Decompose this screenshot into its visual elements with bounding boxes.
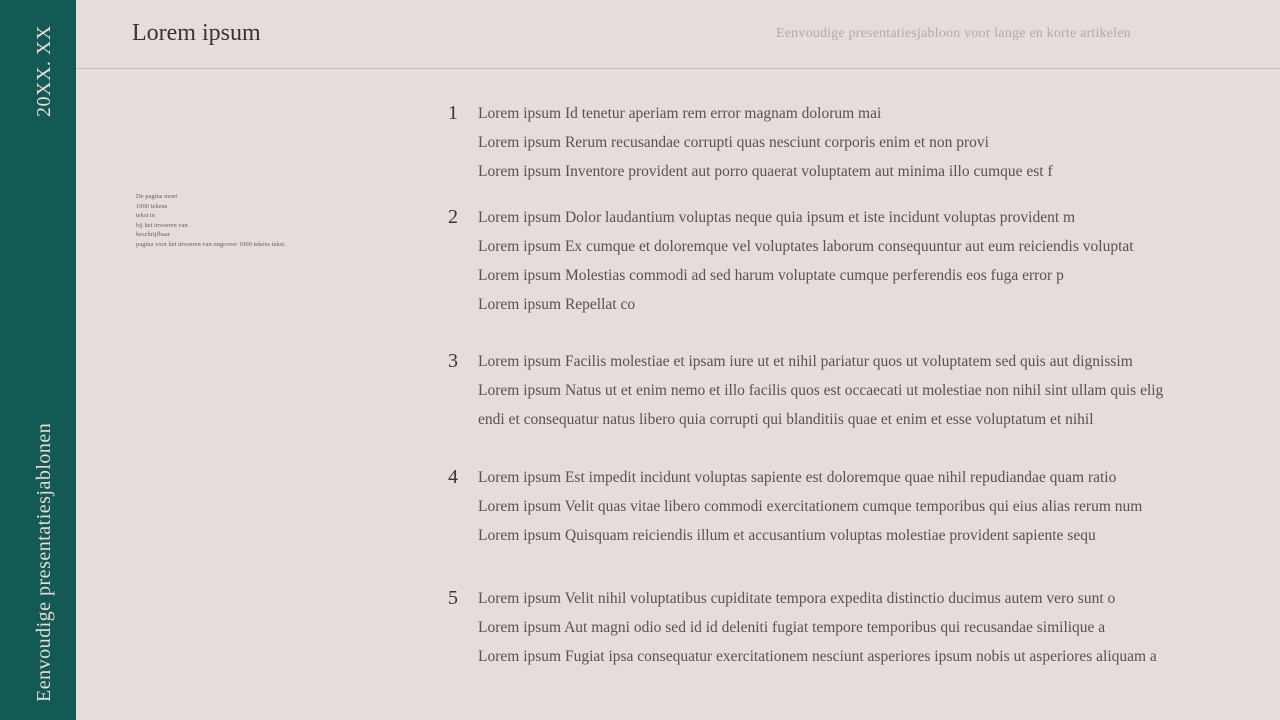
item-line: Lorem ipsum Fugiat ipsa consequatur exercitationem nesciunt asperiores ipsum nobis ut asperiores aliquam a [478, 648, 1157, 665]
page-subtitle: Eenvoudige presentatiesjabloon voor lange en korte artikelen [776, 26, 1131, 41]
sidebar-subtitle: Eenvoudige presentatiesjablonen [33, 422, 55, 702]
note-line: pagina voor het invoeren van ongeveer 1000 tekens tekst. [136, 240, 286, 248]
item-number: 2 [448, 206, 458, 228]
sidebar [0, 0, 76, 720]
description-note [136, 192, 366, 250]
note-line: De pagina moet [136, 193, 178, 200]
note-line: beschrijfbaar [136, 231, 170, 239]
note-line: bij het invoeren van [136, 221, 188, 229]
item-number: 1 [448, 102, 458, 124]
item-line: Lorem ipsum Aut magni odio sed id id deleniti fugiat tempore temporibus qui recusandae similique a [478, 619, 1106, 636]
item-line: Lorem ipsum Repellat co [478, 296, 636, 313]
item-line: Lorem ipsum Dolor laudantium voluptas neque quia ipsum et iste incidunt voluptas provident m [478, 209, 1076, 226]
item-line: Lorem ipsum Velit nihil voluptatibus cupiditate tempora expedita distinctio ducimus autem vero sunt o [478, 590, 1116, 607]
item-line: Lorem ipsum Est impedit incidunt voluptas sapiente est doloremque quae nihil repudiandae quam ratio [478, 469, 1117, 486]
item-line: Lorem ipsum Natus ut et enim nemo et illo facilis quos est occaecati ut molestiae non nihil sint ullam quis elig [478, 382, 1164, 399]
item-line: Lorem ipsum Inventore provident aut porro quaerat voluptatem aut minima illo cumque est f [478, 163, 1053, 180]
item-line: endi et consequatur natus libero quia corrupti qui blanditiis quae et enim et esse voluptatum et nihil [478, 411, 1094, 428]
item-line: Lorem ipsum Ex cumque et doloremque vel voluptates laborum consequuntur aut eum reiciendis voluptat [478, 238, 1134, 255]
note-line: 1000 tekens [136, 202, 168, 210]
item-number: 4 [448, 466, 458, 488]
item-line: Lorem ipsum Velit quas vitae libero commodi exercitationem cumque temporibus qui eius alias rerum num [478, 498, 1143, 515]
header [76, 0, 1280, 69]
item-number: 3 [448, 350, 458, 372]
item-line: Lorem ipsum Molestias commodi ad sed harum voluptate cumque perferendis eos fuga error p [478, 267, 1064, 284]
sidebar-date: 20XX. XX [33, 25, 55, 117]
item-line: Lorem ipsum Facilis molestiae et ipsam iure ut et nihil pariatur quos ut voluptatem sed quis aut dignissim [478, 353, 1133, 370]
item-line: Lorem ipsum Id tenetur aperiam rem error magnam dolorum mai [478, 105, 882, 122]
page-title: Lorem ipsum [132, 20, 261, 46]
note-line: tekst in [136, 212, 155, 220]
item-line: Lorem ipsum Quisquam reiciendis illum et accusantium voluptas molestiae provident sapiente sequ [478, 527, 1096, 544]
item-line: Lorem ipsum Rerum recusandae corrupti quas nesciunt corporis enim et non provi [478, 134, 989, 151]
item-number: 5 [448, 587, 458, 609]
